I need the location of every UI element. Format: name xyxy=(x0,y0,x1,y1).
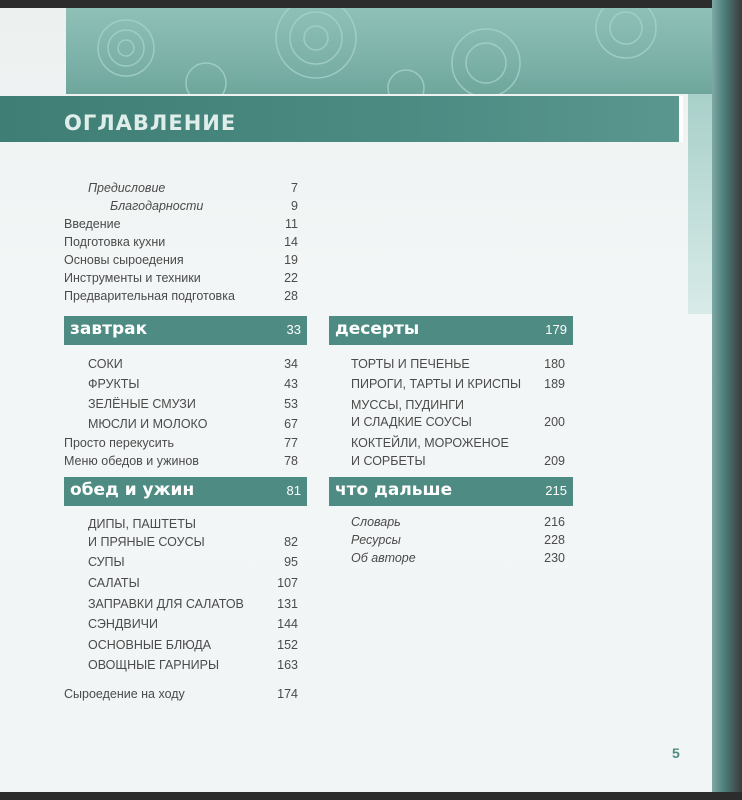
toc-entry: ЗЕЛЁНЫЕ СМУЗИ xyxy=(88,397,196,411)
toc-entry-line2: И ПРЯНЫЕ СОУСЫ xyxy=(88,535,205,549)
toc-page: 9 xyxy=(291,199,298,213)
toc-entry: КОКТЕЙЛИ, МОРОЖЕНОЕ xyxy=(351,436,509,450)
toc-entry: Меню обедов и ужинов xyxy=(64,454,199,468)
swirl-pattern xyxy=(66,8,712,94)
toc-page: 152 xyxy=(277,638,298,652)
toc-page: 82 xyxy=(284,535,298,549)
toc-entry: Введение xyxy=(64,217,121,231)
toc-entry: Просто перекусить xyxy=(64,436,174,450)
toc-entry: СЭНДВИЧИ xyxy=(88,617,159,631)
toc-entry: МЮСЛИ И МОЛОКО xyxy=(88,417,208,431)
toc-page: 14 xyxy=(284,235,298,249)
toc-entry: Словарь xyxy=(351,515,401,529)
decorative-strip xyxy=(688,94,712,314)
toc-page: 78 xyxy=(284,454,298,468)
toc-page: 230 xyxy=(544,551,565,565)
toc-page: 28 xyxy=(284,289,298,303)
toc-page: 174 xyxy=(277,687,298,701)
toc-page: 209 xyxy=(544,454,565,468)
toc-entry: ПИРОГИ, ТАРТЫ И КРИСПЫ xyxy=(351,377,522,391)
toc-page: 11 xyxy=(285,217,298,231)
toc-entry: Об авторе xyxy=(351,551,416,565)
toc-page: 34 xyxy=(284,357,298,371)
section-title: что дальше xyxy=(335,480,453,500)
book-spine xyxy=(712,0,742,800)
toc-entry: СУПЫ xyxy=(88,555,125,569)
toc-entry: ДИПЫ, ПАШТЕТЫ xyxy=(88,517,196,531)
toc-page: 67 xyxy=(284,417,298,431)
toc-page: 77 xyxy=(284,436,298,450)
book-page xyxy=(0,8,712,792)
toc-page: 95 xyxy=(284,555,298,569)
toc-entry: САЛАТЫ xyxy=(88,576,140,590)
toc-entry: ЗАПРАВКИ ДЛЯ САЛАТОВ xyxy=(88,597,244,611)
toc-page: 53 xyxy=(284,397,298,411)
toc-page: 22 xyxy=(284,271,298,285)
title-bar-edge xyxy=(679,96,683,142)
toc-page: 144 xyxy=(277,617,298,631)
toc-entry: ОСНОВНЫЕ БЛЮДА xyxy=(88,638,212,652)
toc-page: 189 xyxy=(544,377,565,391)
section-title: десерты xyxy=(335,319,420,339)
toc-page: 131 xyxy=(277,597,298,611)
section-page: 179 xyxy=(545,322,567,337)
section-header-lunch xyxy=(64,477,307,506)
toc-page: 43 xyxy=(284,377,298,391)
section-header-breakfast xyxy=(64,316,307,345)
toc-entry: МУССЫ, ПУДИНГИ xyxy=(351,398,465,412)
toc-entry-line2: И СЛАДКИЕ СОУСЫ xyxy=(351,415,472,429)
toc-page: 200 xyxy=(544,415,565,429)
toc-entry: Предисловие xyxy=(88,181,166,195)
section-page: 81 xyxy=(286,483,301,498)
toc-page: 19 xyxy=(284,253,298,267)
section-page: 33 xyxy=(286,322,301,337)
section-header-desserts xyxy=(329,316,573,345)
page-title: ОГЛАВЛЕНИЕ xyxy=(64,111,237,135)
section-page: 215 xyxy=(545,483,567,498)
toc-entry: Ресурсы xyxy=(351,533,401,547)
toc-entry: СОКИ xyxy=(88,357,123,371)
toc-entry: ФРУКТЫ xyxy=(88,377,140,391)
toc-page: 228 xyxy=(544,533,565,547)
toc-entry: Инструменты и техники xyxy=(64,271,201,285)
section-title: обед и ужин xyxy=(70,480,195,500)
page-number: 5 xyxy=(672,745,680,761)
toc-entry: Благодарности xyxy=(110,199,204,213)
toc-entry-line2: И СОРБЕТЫ xyxy=(351,454,426,468)
toc-entry: ТОРТЫ И ПЕЧЕНЬЕ xyxy=(351,357,470,371)
toc-page: 180 xyxy=(544,357,565,371)
scan-edge xyxy=(0,792,742,800)
section-header-next xyxy=(329,477,573,506)
decorative-banner xyxy=(66,8,712,94)
toc-entry: Основы сыроедения xyxy=(64,253,184,267)
toc-page: 107 xyxy=(277,576,298,590)
section-title: завтрак xyxy=(70,319,148,339)
toc-page: 216 xyxy=(544,515,565,529)
toc-page: 163 xyxy=(277,658,298,672)
toc-entry: Подготовка кухни xyxy=(64,235,166,249)
toc-entry: Сыроедение на ходу xyxy=(64,687,185,701)
toc-page: 7 xyxy=(291,181,298,195)
toc-entry: Предварительная подготовка xyxy=(64,289,235,303)
toc-entry: ОВОЩНЫЕ ГАРНИРЫ xyxy=(88,658,220,672)
